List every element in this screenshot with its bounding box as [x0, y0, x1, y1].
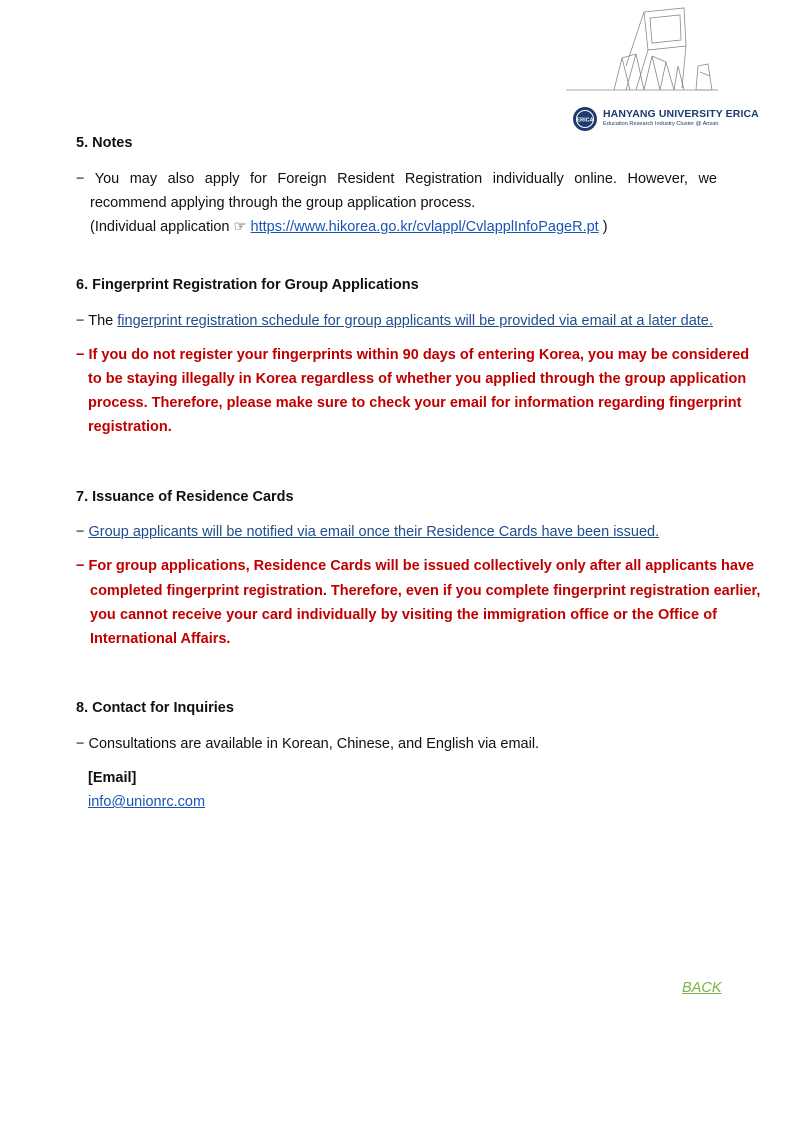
fingerprint-schedule-text: fingerprint registration schedule for group applicants will be provided via email at a later date. [117, 313, 713, 329]
residence-warning-3: you cannot receive your card individually by visiting the immigration office or the Office of [90, 607, 717, 623]
residence-line-1 [76, 524, 659, 540]
hikorea-link[interactable]: https://www.hikorea.go.kr/cvlappl/CvlapplInfoPageR.pt [250, 219, 599, 235]
fingerprint-line-1 [76, 313, 713, 329]
notes-line-1: − You may also apply for Foreign Resident Registration individually online. However, we [76, 171, 717, 187]
section-contact-heading: 8. Contact for Inquiries [76, 700, 234, 716]
notes-prefix: (Individual application ☞ [90, 219, 247, 235]
residence-notice-text: Group applicants will be notified via email once their Residence Cards have been issued. [88, 524, 660, 540]
university-tagline: Education Research Industry Cluster @ Ansan [603, 121, 719, 127]
fingerprint-warning-1: − If you do not register your fingerprints within 90 days of entering Korea, you may be considered [76, 347, 750, 363]
university-building-logo-icon [566, 6, 718, 102]
fingerprint-warning-3: process. Therefore, please make sure to check your email for information regarding fingerprint [88, 395, 742, 411]
university-name: HANYANG UNIVERSITY ERICA [603, 108, 759, 120]
section-notes-heading: 5. Notes [76, 135, 133, 151]
residence-warning-4: International Affairs. [90, 631, 231, 647]
back-link[interactable]: BACK [682, 980, 722, 996]
residence-warning-2: completed fingerprint registration. Therefore, even if you complete fingerprint registration earlier, [90, 583, 761, 599]
notes-line-2: recommend applying through the group application process. [90, 195, 476, 211]
university-badge [572, 105, 759, 135]
fingerprint-prefix: − The [76, 313, 114, 329]
notes-line-3 [90, 219, 608, 235]
email-link[interactable]: info@unionrc.com [88, 794, 206, 810]
contact-line-1: − Consultations are available in Korean, Chinese, and English via email. [76, 736, 540, 752]
university-seal-icon [572, 106, 598, 132]
residence-warning-1: − For group applications, Residence Cards will be issued collectively only after all applicants have [76, 558, 755, 574]
fingerprint-warning-2: to be staying illegally in Korea regardless of whether you applied through the group application [88, 371, 747, 387]
fingerprint-warning-4: registration. [88, 419, 172, 435]
residence-prefix: − [76, 524, 85, 540]
email-label: [Email] [88, 770, 137, 786]
section-residence-heading: 7. Issuance of Residence Cards [76, 489, 294, 505]
seal-text: ERICA [576, 117, 594, 124]
section-fingerprint-heading: 6. Fingerprint Registration for Group Applications [76, 277, 419, 293]
notes-suffix: ) [602, 219, 608, 235]
